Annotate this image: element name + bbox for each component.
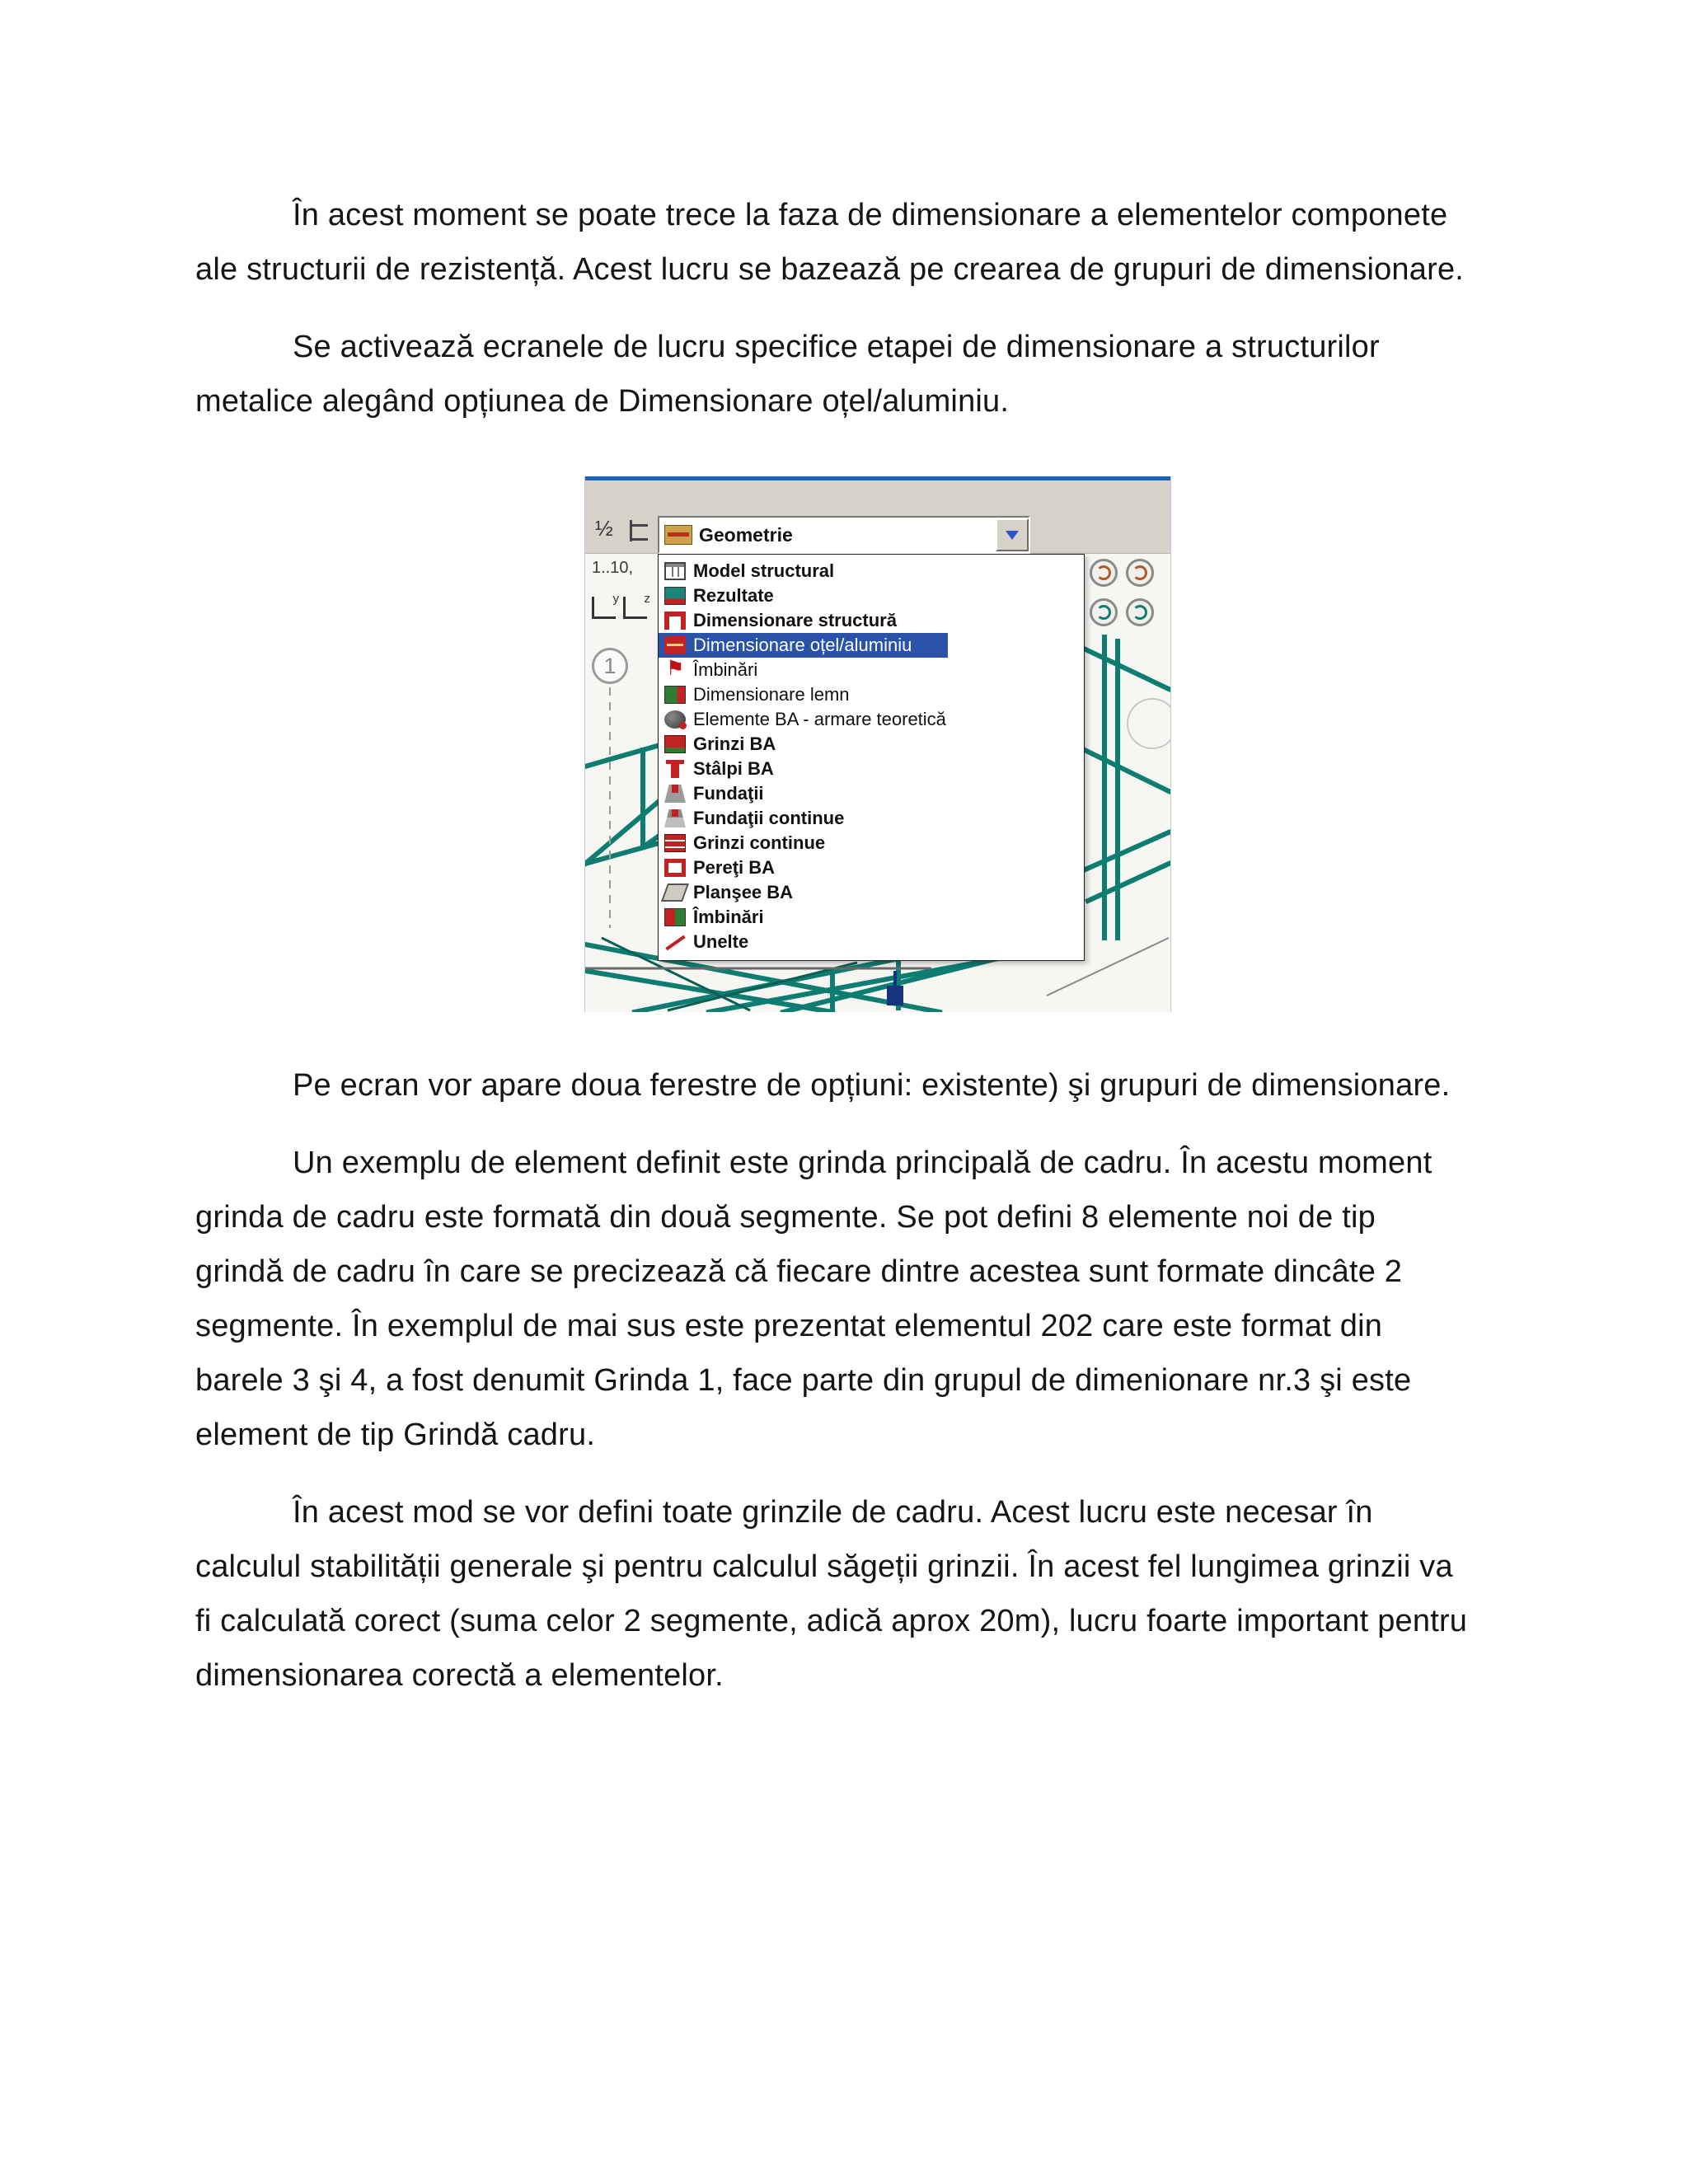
rc-slabs-icon	[661, 883, 689, 902]
rc-beams-icon	[664, 735, 686, 753]
menu-item-stalpi-ba[interactable]: Stâlpi BA	[659, 757, 1084, 781]
menu-item-imbinari-2[interactable]: Îmbinări	[659, 905, 1084, 930]
rotate-view-icon[interactable]	[1126, 559, 1154, 587]
layout-selector-combobox[interactable]	[658, 516, 1030, 554]
results-icon	[664, 587, 686, 605]
paragraph-5: În acest mod se vor defini toate grinzile de cadru. Acest lucru este necesar în calculul stabilității generale şi pentru calculul săgeții grinzii. În acest fel lungimea grinzii va fi calculată corect (suma celor 2 segmente, adică aprox 20m), lucru foarte important pentru dimensionarea corectă a elementelor.	[195, 1495, 1468, 1693]
menu-item-dimensionare-structura[interactable]: Dimensionare structură	[659, 608, 1084, 633]
pan-orbit-icon[interactable]	[1126, 598, 1154, 626]
structure-design-icon	[664, 612, 686, 630]
menu-item-grinzi-ba[interactable]: Grinzi BA	[659, 732, 1084, 757]
menu-item-unelte[interactable]: Unelte	[659, 930, 1084, 954]
axis-zx-icon[interactable]	[623, 597, 647, 619]
foundations-icon	[664, 785, 686, 803]
numbering-icon[interactable]	[590, 518, 618, 546]
menu-item-fundatii[interactable]: Fundaţii	[659, 781, 1084, 806]
menu-item-rezultate[interactable]: Rezultate	[659, 583, 1084, 608]
timber-design-icon	[664, 686, 686, 704]
embedded-screenshot	[584, 476, 1171, 1012]
document-body	[195, 188, 1471, 1726]
rc-elements-icon	[664, 710, 686, 729]
menu-item-dimensionare-otel-aluminiu[interactable]: Dimensionare oțel/aluminiu	[659, 633, 1084, 658]
continuous-beams-icon	[664, 834, 686, 852]
tools-icon	[664, 933, 686, 951]
menu-item-plansee-ba[interactable]: Planşee BA	[659, 880, 1084, 905]
menu-item-model-structural[interactable]: Model structural	[659, 559, 1084, 583]
paragraph-2: Se activează ecranele de lucru specifice etapei de dimensionare a structurilor metalice alegând opțiunea de Dimensionare oțel/aluminiu.	[195, 330, 1380, 419]
selection-range-label: 1..10,	[592, 559, 634, 577]
steel-aluminium-design-icon	[664, 636, 686, 654]
menu-item-grinzi-continue[interactable]: Grinzi continue	[659, 831, 1084, 855]
menu-item-dimensionare-lemn[interactable]: Dimensionare lemn	[659, 682, 1084, 707]
rc-walls-icon	[664, 859, 686, 877]
continuous-foundations-icon	[664, 809, 686, 827]
zoom-orbit-icon[interactable]	[1090, 598, 1118, 626]
combo-dropdown-button[interactable]	[996, 518, 1029, 551]
geometrie-icon	[664, 525, 692, 545]
model-structural-icon	[664, 562, 686, 580]
connections-2-icon	[664, 908, 686, 926]
paragraph-1: În acest moment se poate trece la faza de dimensionare a elementelor componete ale structurii de rezistență. Acest lucru se bazează pe crearea de grupuri de dimensionare.	[195, 198, 1465, 287]
layout-dropdown-menu	[658, 554, 1085, 961]
rc-columns-icon	[664, 760, 686, 778]
grid-axis-label: 1	[592, 648, 628, 684]
axis-yx-icon[interactable]	[592, 597, 616, 619]
menu-item-imbinari[interactable]: ⚑ Îmbinări	[659, 658, 1084, 682]
menu-item-pereti-ba[interactable]: Pereţi BA	[659, 855, 1084, 880]
tree-view-icon[interactable]	[625, 518, 653, 546]
menu-item-elemente-ba[interactable]: Elemente BA - armare teoretică	[659, 707, 1084, 732]
connections-flag-icon	[664, 661, 686, 679]
combo-value: Geometrie	[699, 523, 793, 546]
chevron-down-icon	[1006, 531, 1019, 540]
orbit-icon[interactable]	[1090, 559, 1118, 587]
paragraph-4: Un exemplu de element definit este grinda principală de cadru. În acestu moment grinda de cadru este formată din două segmente. Se pot defini 8 elemente noi de tip grindă de cadru în care se precizează că fiecare dintre acestea sunt formate dincâte 2 segmente. În exemplul de mai sus este prezentat elementul 202 care este format din barele 3 şi 4, a fost denumit Grinda 1, face parte din grupul de dimenionare nr.3 şi este element de tip Grindă cadru.	[195, 1146, 1432, 1452]
paragraph-3: Pe ecran vor apare doua ferestre de opțiuni: existente) şi grupuri de dimensionare.	[293, 1068, 1451, 1103]
menu-item-fundatii-continue[interactable]: Fundaţii continue	[659, 806, 1084, 831]
